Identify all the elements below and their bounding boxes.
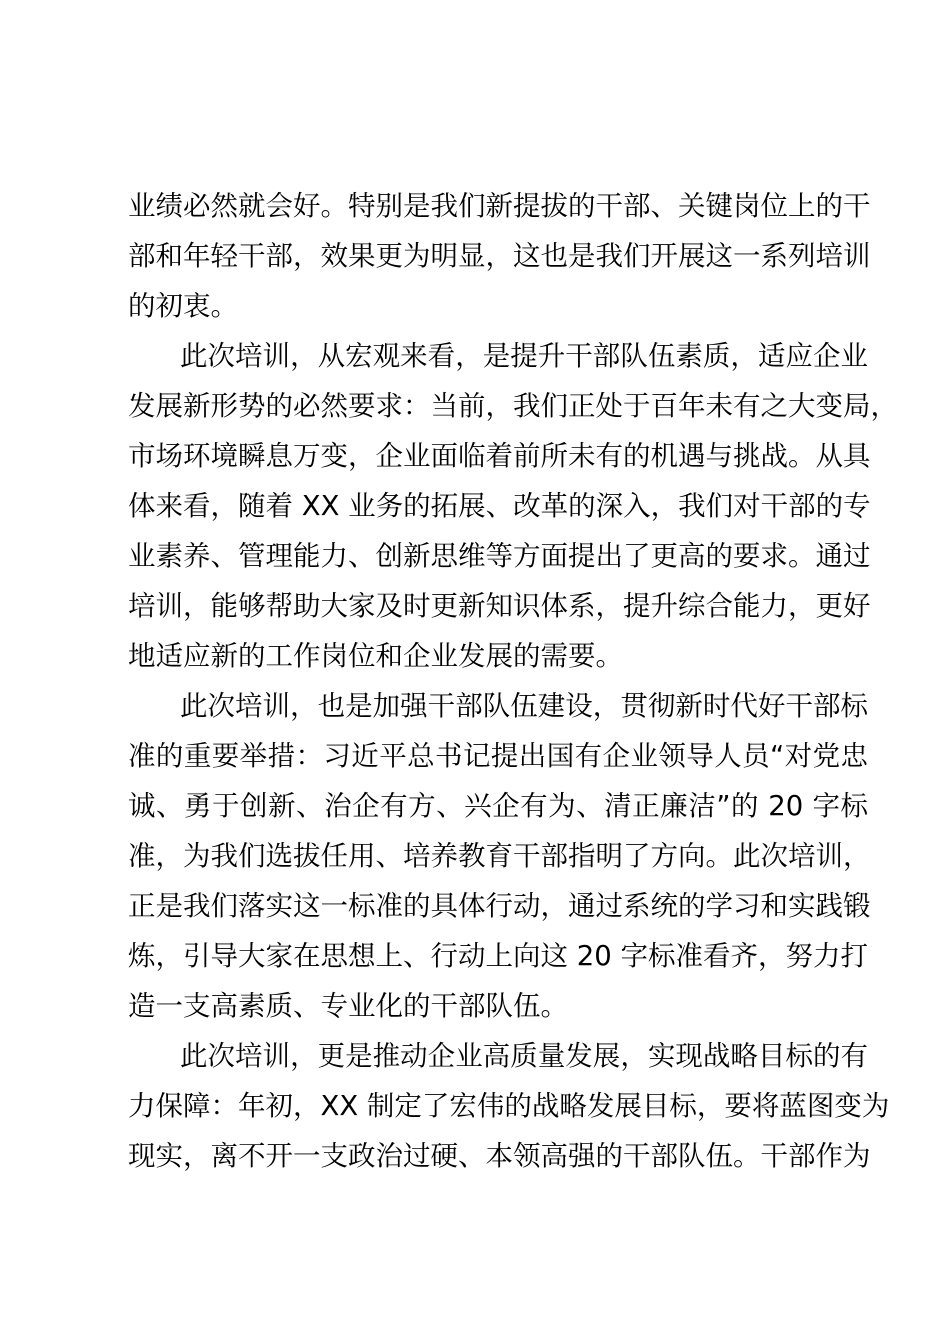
text-line: 此次培训，更是推动企业高质量发展，实现战略目标的有 xyxy=(180,1040,868,1072)
text-line: 此次培训，也是加强干部队伍建设，贯彻新时代好干部标 xyxy=(180,690,868,722)
text-line: 发展新形势的必然要求：当前，我们正处于百年未有之大变局， xyxy=(128,390,898,422)
text-line: 市场环境瞬息万变，企业面临着前所未有的机遇与挑战。从具 xyxy=(128,440,871,472)
text-line: 准，为我们选拔任用、培养教育干部指明了方向。此次培训， xyxy=(128,840,871,872)
text-line: 业绩必然就会好。特别是我们新提拔的干部、关键岗位上的干 xyxy=(128,190,871,222)
text-line: 体来看，随着 XX 业务的拓展、改革的深入，我们对干部的专 xyxy=(128,490,871,522)
text-line: 正是我们落实这一标准的具体行动，通过系统的学习和实践锻 xyxy=(128,890,871,922)
text-line: 诚、勇于创新、治企有方、兴企有为、清正廉洁”的 20 字标 xyxy=(128,790,868,822)
text-line: 部和年轻干部，效果更为明显，这也是我们开展这一系列培训 xyxy=(128,240,871,272)
text-line: 造一支高素质、专业化的干部队伍。 xyxy=(128,990,568,1022)
document-body xyxy=(128,181,898,1181)
text-line: 业素养、管理能力、创新思维等方面提出了更高的要求。通过 xyxy=(128,540,871,572)
text-line: 的初衷。 xyxy=(128,290,238,322)
text-line: 力保障：年初，XX 制定了宏伟的战略发展目标，要将蓝图变为 xyxy=(128,1090,890,1122)
text-line: 炼，引导大家在思想上、行动上向这 20 字标准看齐，努力打 xyxy=(128,940,868,972)
text-line: 培训，能够帮助大家及时更新知识体系，提升综合能力，更好 xyxy=(128,590,871,622)
text-line: 此次培训，从宏观来看，是提升干部队伍素质，适应企业 xyxy=(180,340,868,372)
text-line: 地适应新的工作岗位和企业发展的需要。 xyxy=(128,640,623,672)
text-line: 现实，离不开一支政治过硬、本领高强的干部队伍。干部作为 xyxy=(128,1140,871,1172)
text-line: 准的重要举措：习近平总书记提出国有企业领导人员“对党忠 xyxy=(128,740,868,772)
